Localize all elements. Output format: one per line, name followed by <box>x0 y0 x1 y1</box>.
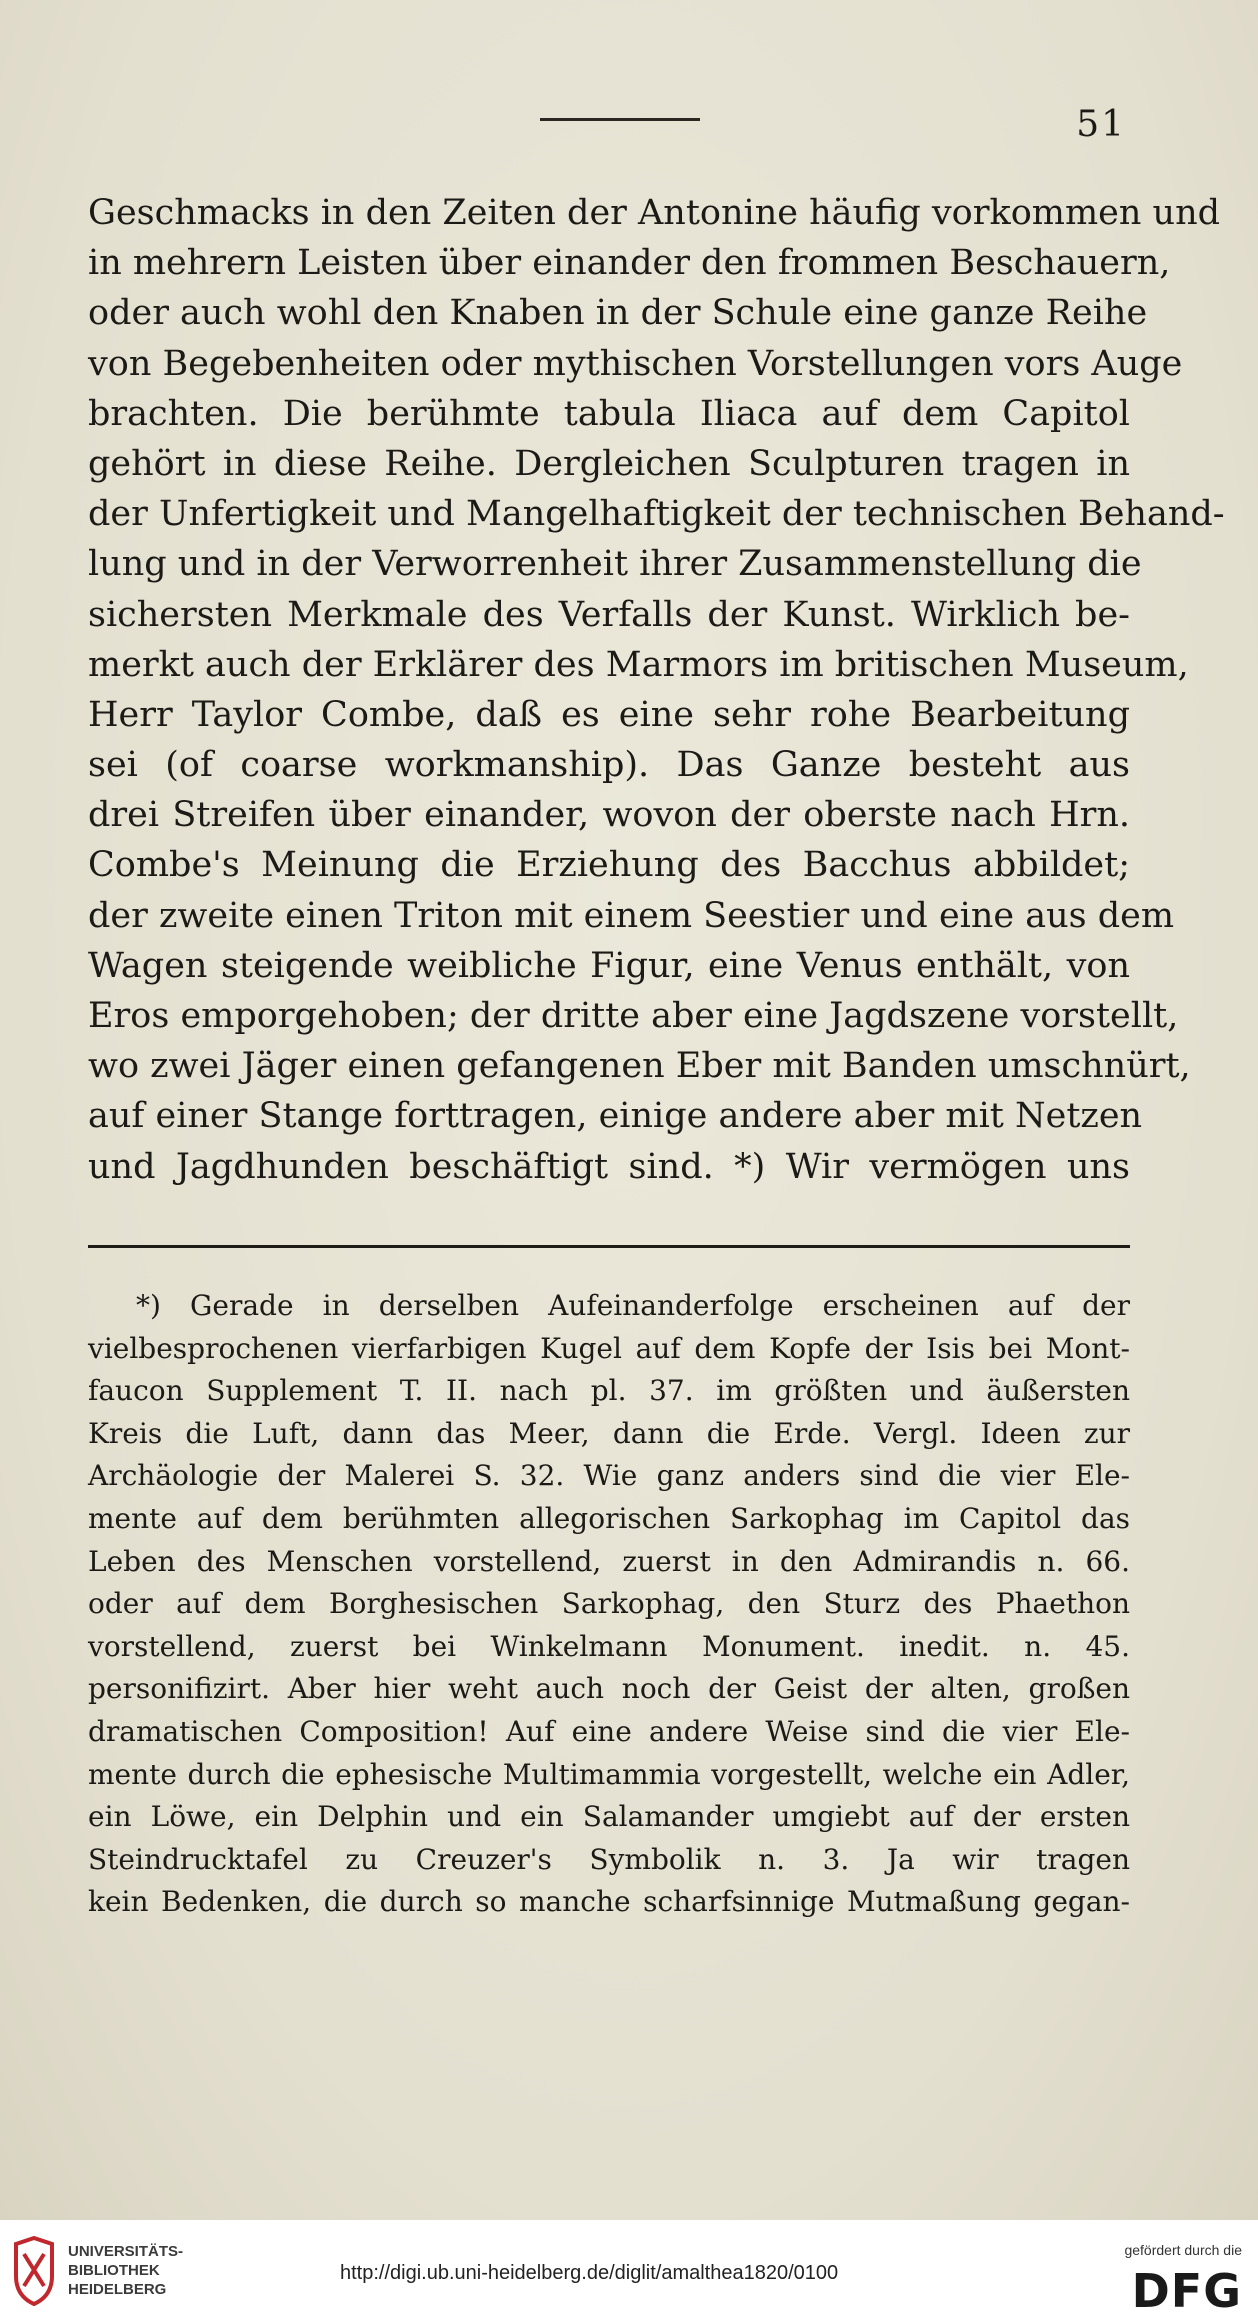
text-line: brachten. Die berühmte tabula Iliaca auf dem Capitol <box>88 393 1130 434</box>
text-line: Wagen steigende weibliche Figur, eine Venus enthält, von <box>88 945 1130 986</box>
text-line: Geschmacks in den Zeiten der Antonine häufig vorkommen und <box>88 193 1221 233</box>
footnote-line: oder auf dem Borghesischen Sarkophag, den Sturz des Phaethon <box>88 1587 1130 1621</box>
footnote-line: vielbesprochenen vierfarbigen Kugel auf dem Kopfe der Isis bei Mont- <box>88 1331 1130 1365</box>
text-line: Combe's Meinung die Erziehung des Bacchus abbildet; <box>88 845 1130 886</box>
text-line: Eros emporgehoben; der dritte aber eine Jagdszene vorstellt, <box>88 996 1179 1036</box>
text-line: merkt auch der Erklärer des Marmors im britischen Museum, <box>88 644 1189 685</box>
text-line: lung und in der Verworrenheit ihrer Zusammenstellung die <box>88 544 1142 585</box>
footnote-line: kein Bedenken, die durch so manche scharfsinnige Mutmaßung gegan- <box>88 1885 1130 1919</box>
footnote-line: personifizirt. Aber hier weht auch noch der Geist der alten, großen <box>88 1672 1130 1706</box>
footnote-line: Kreis die Luft, dann das Meer, dann die Erde. Vergl. Ideen zur <box>88 1416 1130 1450</box>
footnote-block <box>88 1285 1130 1924</box>
footnote-line: *) Gerade in derselben Aufeinanderfolge erscheinen auf der <box>136 1289 1130 1322</box>
dfg-logo: DFG <box>1131 2264 1242 2318</box>
digitization-footer <box>0 2220 1258 2321</box>
text-line: Herr Taylor Combe, daß es eine sehr rohe Bearbeitung <box>88 694 1130 735</box>
footnote-line: dramatischen Composition! Auf eine andere Weise sind die vier Ele- <box>88 1714 1130 1748</box>
text-line: der Unfertigkeit und Mangelhaftigkeit der technischen Behand- <box>88 494 1225 535</box>
footnote-line: Archäologie der Malerei S. 32. Wie ganz anders sind die vier Ele- <box>88 1459 1130 1493</box>
text-line: drei Streifen über einander, wovon der oberste nach Hrn. <box>88 795 1130 836</box>
footnote-line: mente durch die ephesische Multimammia vorgestellt, welche ein Adler, <box>88 1757 1130 1791</box>
library-name-line: BIBLIOTHEK <box>68 2262 160 2279</box>
header-rule <box>540 118 700 121</box>
footnote-line: Leben des Menschen vorstellend, zuerst in den Admirandis n. 66. <box>88 1544 1130 1578</box>
funded-by-label: gefördert durch die <box>1124 2242 1242 2258</box>
footnote-line: Steindrucktafel zu Creuzer's Symbolik n. 3. Ja wir tragen <box>88 1842 1130 1876</box>
page-number: 51 <box>1076 104 1126 145</box>
main-text-block <box>88 188 1225 1192</box>
text-line: von Begebenheiten oder mythischen Vorstellungen vors Auge <box>88 343 1183 384</box>
text-line: sichersten Merkmale des Verfalls der Kunst. Wirklich be- <box>88 594 1130 635</box>
footnote-separator <box>88 1245 1130 1248</box>
library-name-line: HEIDELBERG <box>68 2281 167 2298</box>
text-line: auf einer Stange forttragen, einige andere aber mit Netzen <box>88 1096 1143 1137</box>
text-line: der zweite einen Triton mit einem Seestier und eine aus dem <box>88 895 1175 936</box>
library-name-line: UNIVERSITÄTS- <box>68 2243 184 2260</box>
footnote-line: vorstellend, zuerst bei Winkelmann Monument. inedit. n. 45. <box>88 1629 1130 1663</box>
permalink[interactable]: http://digi.ub.uni-heidelberg.de/diglit/amalthea1820/0100 <box>340 2262 839 2284</box>
library-name <box>68 2242 183 2299</box>
text-line: wo zwei Jäger einen gefangenen Eber mit Banden umschnürt, <box>88 1046 1191 1087</box>
footnote-line: faucon Supplement T. II. nach pl. 37. im größten und äußersten <box>88 1374 1130 1408</box>
text-line: oder auch wohl den Knaben in der Schule eine ganze Reihe <box>88 293 1148 334</box>
text-line: gehört in diese Reihe. Dergleichen Sculpturen tragen in <box>88 443 1130 484</box>
text-line: in mehrern Leisten über einander den frommen Beschauern, <box>88 243 1171 284</box>
footnote-line: ein Löwe, ein Delphin und ein Salamander umgiebt auf der ersten <box>88 1800 1130 1834</box>
text-line: sei (of coarse workmanship). Das Ganze besteht aus <box>88 745 1130 786</box>
text-line: und Jagdhunden beschäftigt sind. *) Wir vermögen uns <box>88 1146 1130 1187</box>
footnote-line: mente auf dem berühmten allegorischen Sarkophag im Capitol das <box>88 1501 1130 1535</box>
university-seal-icon <box>12 2236 56 2306</box>
